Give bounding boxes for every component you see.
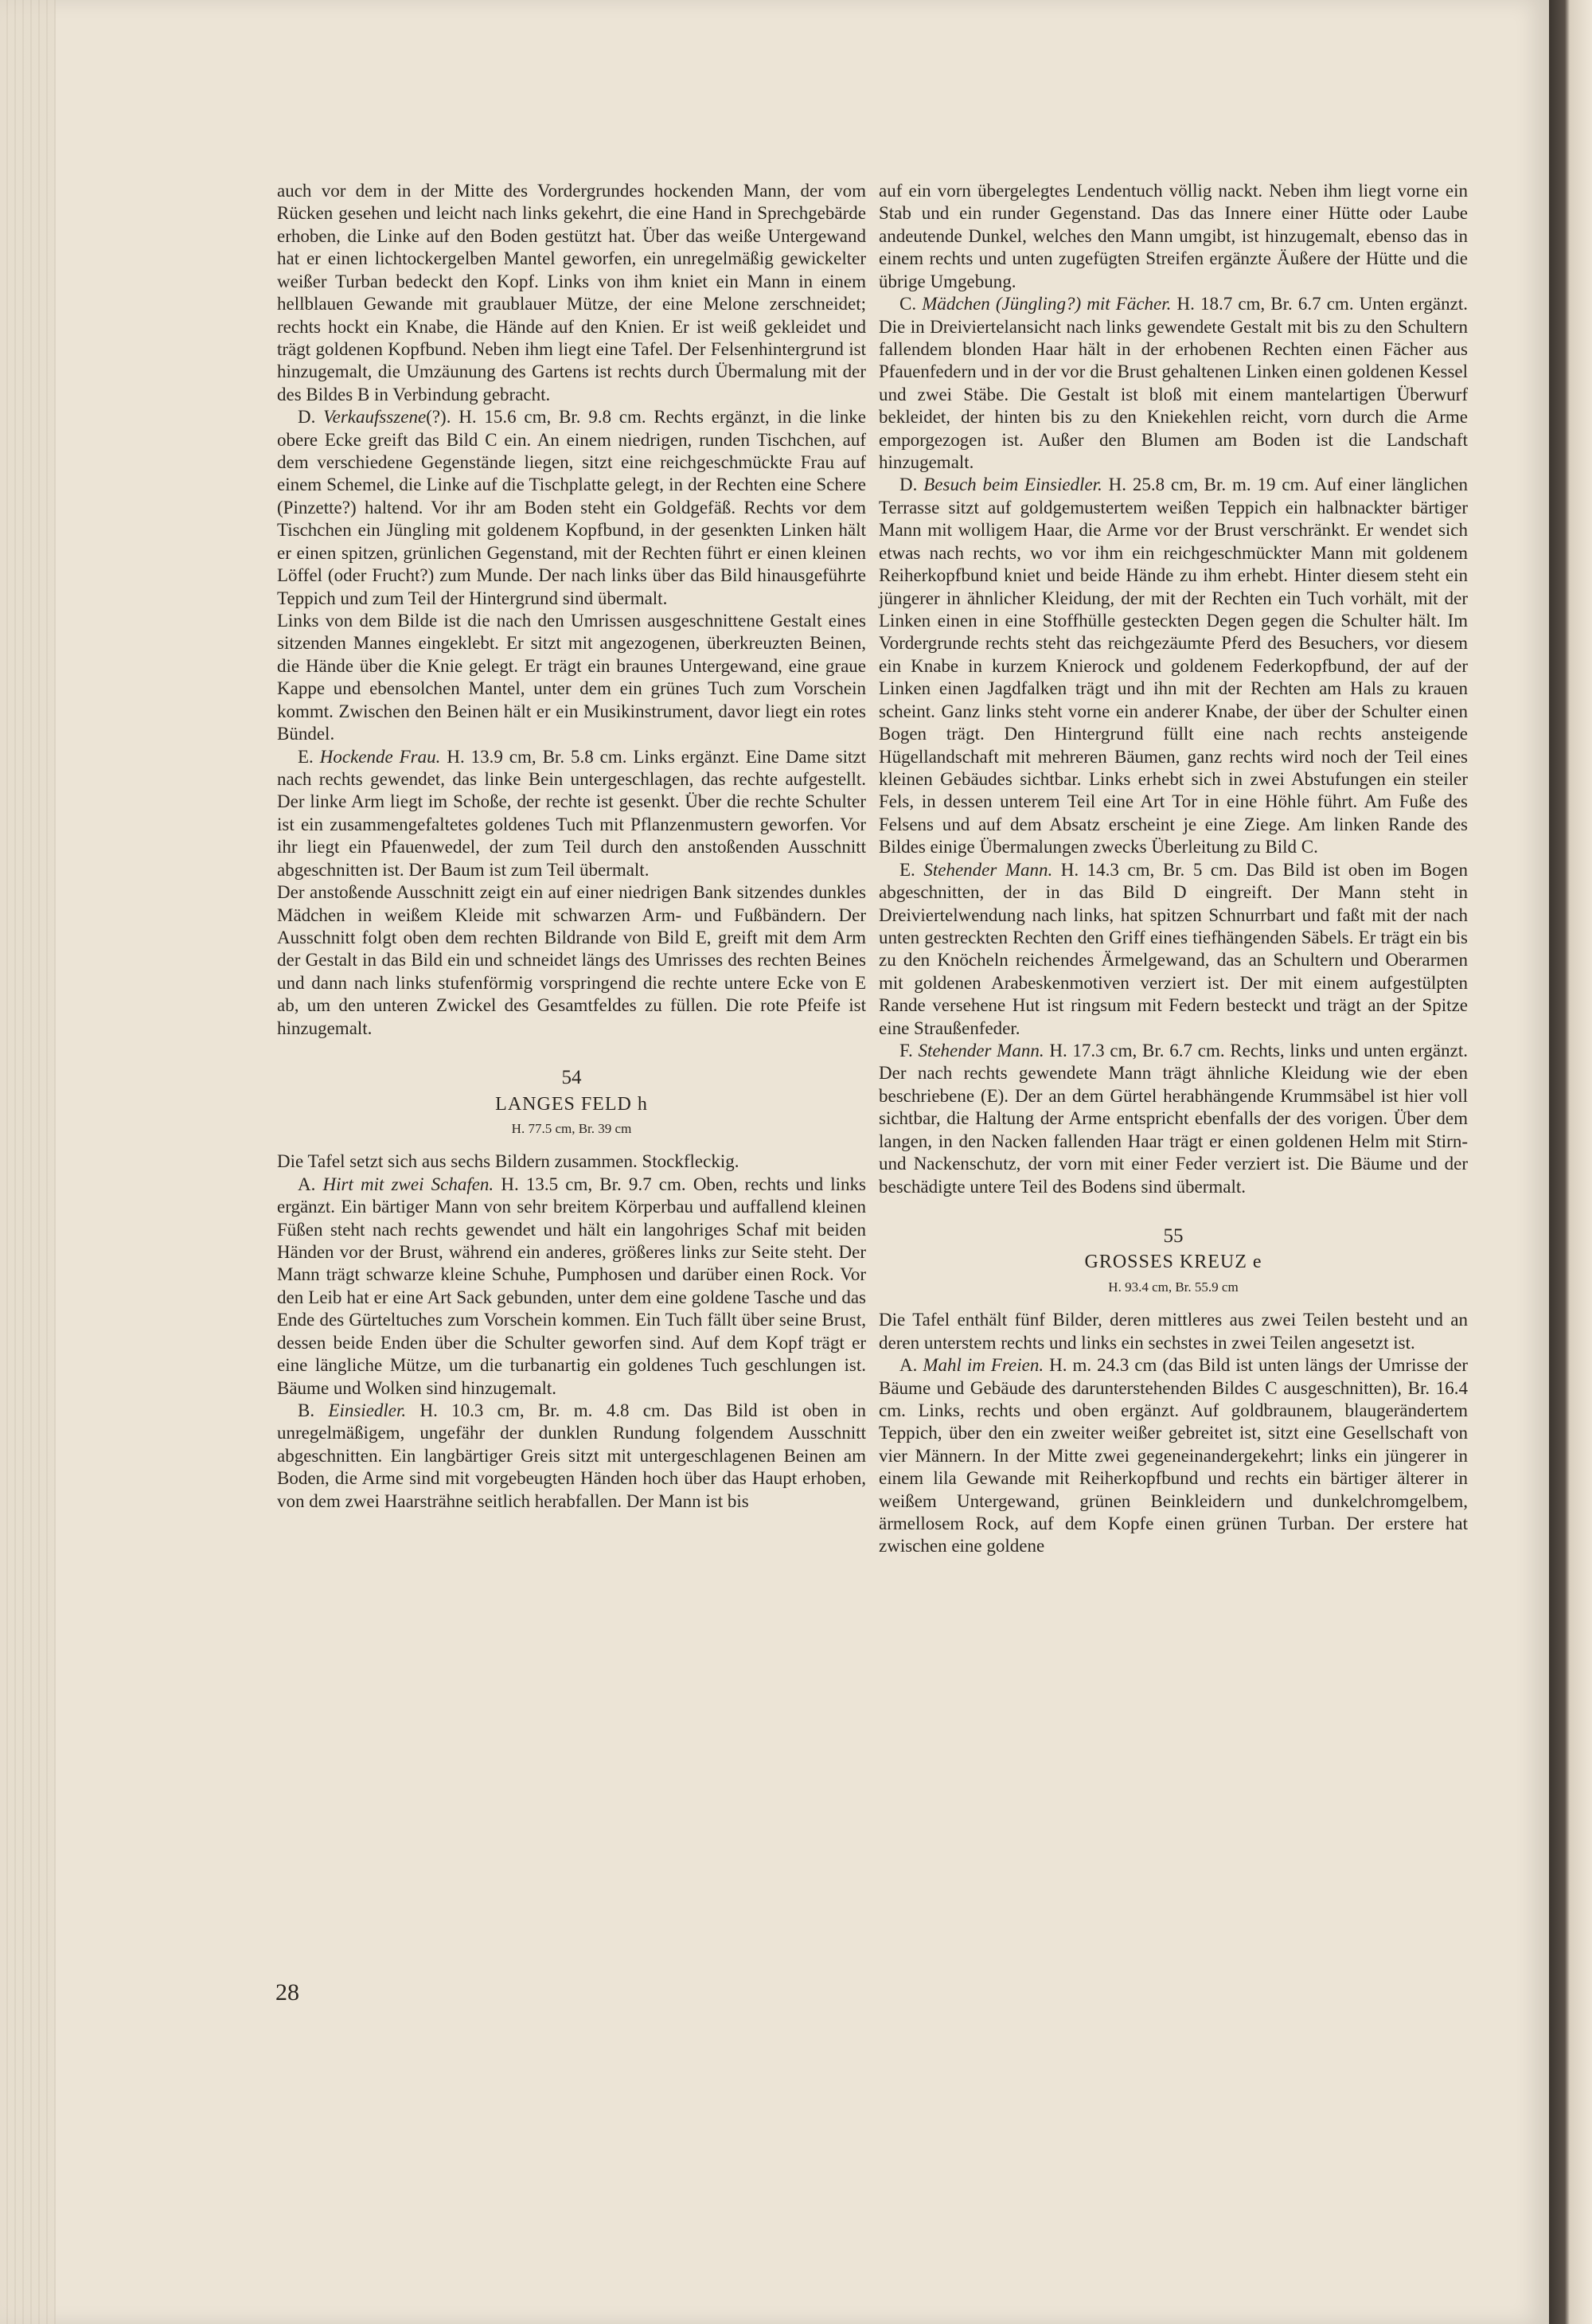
paragraph-entry-d: D. Besuch beim Einsiedler. H. 25.8 cm, Br. m. 19 cm. Auf einer länglichen Terrasse sitzt auf goldgemustertem weißen Teppich ein halbnackter bärtiger Mann mit wolligem Haar, die Arme vor der Brust verschränkt. Er wendet sich etwas nach rechts, wo vor ihm ein reichgeschmückter Mann mit goldenem Reiherkopfbund kniet und beide Hände zu ihm erhebt. Hinter diesem steht ein jüngerer in ähnlicher Kleidung, der mit der Rechten ein Tuch vorhält, mit der Linken einen in eine Stoffhülle gesteckten Degen gegen die Schulter hält. Im Vordergrunde rechts steht das reichgezäumte Pferd des Besuchers, vor diesem ein Knabe in kurzem Knierock und goldenem Federkopfbund, der auf der Linken einen Jagdfalken trägt und ihn mit der Rechten am Hals zu krauen scheint. Ganz links steht vorne ein anderer Knabe, der über der Schulter einen Bogen trägt. Den Hintergrund füllt eine nach rechts ansteigende Hügellandschaft mit mehreren Bäumen, ganz rechts wird noch der Teil eines kleinen Gebäudes sichtbar. Links erhebt sich in zwei Abstufungen ein steiler Fels, in dessen unterem Teil eine Art Tor in eine Höhle führt. Am Fuße des Felsens und auf dem Absatz erscheint je eine Ziege. Am linken Rande des Bildes einige Übermalungen zwecks Überleitung zu Bild C. — [879, 475, 1469, 857]
page-number: 28 — [275, 1979, 299, 2006]
paragraph-entry-e: E. Hockende Frau. H. 13.9 cm, Br. 5.8 cm. Links ergänzt. Eine Dame sitzt nach rechts gewendet, das linke Bein untergeschlagen, das rechte aufgestellt. Der linke Arm liegt im Schoße, der rechte ist gesenkt. Über die rechte Schulter ist ein zusammengefaltetes goldenes Tuch mit Pflanzenmustern geworfen. Vor ihr liegt ein Pfauenwedel, der zum Teil durch den anstoßenden Ausschnitt abgeschnitten ist. Der Baum ist zum Teil übermalt. — [277, 746, 866, 880]
paragraph-entry-a: A. Hirt mit zwei Schafen. H. 13.5 cm, Br. 9.7 cm. Oben, rechts und links ergänzt. Ein bärtiger Mann von sehr breitem Körperbau und auffallend kleinen Füßen steht nach rechts gewendet und hält ein langohriges Schaf mit beiden Händen vor der Brust, während ein anderes, größeres links zur Seite steht. Der Mann trägt schwarze kleine Schuhe, Pumphosen und darüber einen Rock. Vor den Leib hat er eine Art Sack gebunden, unter dem eine goldene Tasche und das Ende des Gürteltuches zum Vorschein kommen. Ein Tuch fällt über seine Brust, dessen beide Enden über die Schulter geworfen sind. Auf dem Kopf trägt er eine längliche Mütze, um die turbanartig ein goldenes Tuch geschlungen ist. Bäume und Wolken sind hinzugemalt. — [277, 1174, 866, 1398]
entry-title-italic: Verkaufsszene — [323, 407, 427, 428]
entry-dimensions: H. 93.4 cm, Br. 55.9 cm — [1108, 1279, 1239, 1295]
catalog-entry-header-54 — [277, 1065, 866, 1139]
paragraph-entry-e: E. Stehender Mann. H. 14.3 cm, Br. 5 cm. Das Bild ist oben im Bogen abgeschnitten, der in das Bild D eingreift. Der Mann steht in Dreiviertelwendung nach links, hat spitzen Schnurrbart und faßt mit der nach unten gestreckten Rechten den Griff eines tiefhängenden Säbels. Er trägt ein bis zu den Knöcheln reichendes Ärmelgewand, das an Schultern und Oberarmen mit goldenen Arabeskenmotiven verziert ist. Der mit einem aufgestülpten Rande versehene Hut ist ringsum mit Federn besteckt und trägt an der Spitze eine Straußenfeder. — [879, 859, 1468, 1038]
paragraph-entry-f: F. Stehender Mann. H. 17.3 cm, Br. 6.7 cm. Rechts, links und unten ergänzt. Der nach rechts gewendete Mann trägt ähnliche Kleidung wie der eben beschriebene (E). Der an dem Gürtel herabhängende Krummsäbel ist hier voll sichtbar, die Haltung der Arme entspricht ebenfalls der des vorigen. Über dem langen, in den Nacken fallenden Haar trägt er einen goldenen Helm mit Stirn- und Nackenschutz, der vorn mit einer Feder verziert ist. Die Bäume und der beschädigte untere Teil des Bodens sind übermalt. — [879, 1041, 1468, 1197]
entry-title-italic: Mahl im Freien. — [923, 1355, 1044, 1376]
paragraph-entry-b: B. Einsiedler. H. 10.3 cm, Br. m. 4.8 cm. Das Bild ist oben in unregelmäßigem, ungefähr der dunklen Rundung folgendem Ausschnitt abgeschnitten. Ein langbärtiger Greis sitzt mit untergeschlagenen Beinen am Boden, die Arme sind mit vorgebeugten Händen hoch über das Haupt erhoben, von dem zwei Haarsträhne seitlich herabfallen. Der Mann ist bis — [277, 1400, 866, 1511]
entry-dimensions: H. 77.5 cm, Br. 39 cm — [511, 1121, 632, 1137]
entry-title-italic: Hirt mit zwei Schafen. — [322, 1174, 494, 1194]
paragraph-entry-d: D. Verkaufsszene(?). H. 15.6 cm, Br. 9.8 cm. Rechts ergänzt, in die linke obere Ecke greift das Bild C ein. An einem niedrigen, runden Tischchen, auf dem verschiedene Gegenstände liegen, sitzt eine reichgeschmückte Frau auf einem Schemel, die Linke auf die Tischplatte gelegt, in der Rechten eine Schere (Pinzette?) haltend. Vor ihr am Boden steht ein Goldgefäß. Rechts vor dem Tischchen ein Jüngling mit goldenem Kopfbund, in der gesenkten Linken hält er einen spitzen, grünlichen Gegenstand, mit der Rechten führt er einen kleinen Löffel (oder Frucht?) zum Munde. Der nach links über das Bild hinausgeführte Teppich und zum Teil der Hintergrund sind übermalt. — [277, 407, 866, 608]
entry-title-italic: Hockende Frau. — [319, 746, 441, 767]
entry-title-italic: Stehender Mann. — [923, 859, 1053, 880]
left-column — [277, 180, 866, 1513]
paragraph: Links von dem Bilde ist die nach den Umrissen ausgeschnittene Gestalt eines sitzenden Mannes eingeklebt. Er sitzt mit angezogenen, überkreuzten Beinen, die Hände über die Knie gelegt. Er trägt ein braunes Untergewand, eine graue Kappe und ebensolchen Mantel, unter dem ein grünes Tuch zum Vorschein kommt. Zwischen den Beinen hält er ein Musikinstrument, davor liegt ein rotes Bündel. — [277, 611, 866, 744]
entry-title-italic: Einsiedler. — [328, 1400, 407, 1420]
entry-number: 54 — [561, 1067, 582, 1089]
paragraph: Die Tafel enthält fünf Bilder, deren mittleres aus zwei Teilen besteht und an deren unterstem rechts und links ein sechstes in zwei Teilen angesetzt ist. — [879, 1310, 1468, 1353]
entry-title-italic: Stehender Mann. — [918, 1041, 1044, 1061]
catalog-entry-header-55 — [879, 1224, 1468, 1298]
paragraph: Die Tafel setzt sich aus sechs Bildern zusammen. Stockfleckig. — [277, 1151, 739, 1172]
entry-number: 55 — [1163, 1224, 1184, 1247]
paragraph: Der anstoßende Ausschnitt zeigt ein auf einer niedrigen Bank sitzendes dunkles Mädchen in weißem Kleide mit schwarzen Arm- und Fußbändern. Der Ausschnitt folgt oben dem rechten Bildrande von Bild E, greift mit dem Arm der Gestalt in das Bild ein und schneidet längs des Umrisses des rechten Beines und dann nach links stufenförmig vorspringend die rechte untere Ecke von E ab, um den unteren Zwickel des Gesamtfeldes zu füllen. Die rote Pfeife ist hinzugemalt. — [277, 882, 866, 1038]
entry-heading: LANGES FELD h — [495, 1093, 648, 1115]
entry-heading: GROSSES KREUZ e — [1084, 1252, 1262, 1273]
paragraph-entry-c: C. Mädchen (Jüngling?) mit Fächer. H. 18.7 cm, Br. 6.7 cm. Unten ergänzt. Die in Dreiviertelansicht nach links gewendete Gestalt mit bis zu den Schultern fallendem blonden Haar hält in der erhobenen Rechten einen Fächer aus Pfauenfedern und in der vor die Brust gehaltenen Linken einen goldenen Kessel und zwei Stäbe. Die Gestalt ist bloß mit einem mantelartigen Überwurf bekleidet, der hinten bis zu den Kniekehlen reicht, vorn durch die Arme emporgezogen ist. Außer den Blumen am Boden ist die Landschaft hinzugemalt. — [879, 294, 1468, 473]
right-column — [879, 180, 1468, 1558]
page-stack-edge — [0, 0, 56, 2324]
entry-title-italic: Mädchen (Jüngling?) mit Fächer. — [922, 294, 1172, 314]
entry-title-italic: Besuch beim Einsiedler. — [923, 475, 1102, 495]
paragraph-entry-a: A. Mahl im Freien. H. m. 24.3 cm (das Bild ist unten längs der Umrisse der Bäume und Gebäude des darunterstehenden Bildes C ausgeschnitten), Br. 16.4 cm. Links, rechts und oben ergänzt. Auf goldbraunem, blaugerändertem Teppich, über den ein zweiter weißer gebreitet ist, sitzt eine Gesellschaft von vier Männern. In der Mitte zwei gegeneinandergekehrt; links ein jüngerer in einem lila Gewande mit Reiherkopfbund und rechts ein bärtiger älterer in weißem Untergewand, grünen Beinkleidern und dunkelchromgelbem, ärmellosem Rock, auf dem Kopfe einen grünen Turban. Der erstere hat zwischen eine goldene — [879, 1355, 1469, 1556]
paragraph: auch vor dem in der Mitte des Vordergrundes hockenden Mann, der vom Rücken gesehen und leicht nach links gekehrt, die eine Hand in Sprechgebärde erhoben, die Linke auf den Boden gestützt hat. Über das weiße Untergewand hat er einen lichtockergelben Mantel geworfen, ein unregelmäßig gewickelter weißer Turban bedeckt den Kopf. Links von ihm kniet ein Mann in einem hellblauen Gewande mit graublauer Mütze, der eine Melone zerschneidet; rechts hockt ein Knabe, die Hände auf den Knien. Er ist weiß gekleidet und trägt goldenen Kopfbund. Neben ihm liegt eine Tafel. Der Felsenhintergrund ist hinzugemalt, die Umzäunung des Gartens ist rechts durch Übermalung mit der des Bildes B in Verbindung gebracht. — [277, 181, 866, 404]
paragraph: auf ein vorn übergelegtes Lendentuch völlig nackt. Neben ihm liegt vorne ein Stab und ein runder Gegenstand. Das das Innere einer Hütte oder Laube andeutende Dunkel, welches den Mann umgibt, ist hinzugemalt, ebenso das in einem rechts und unten zugefügten Streifen ergänzte Äußere der Hütte und die übrige Umgebung. — [879, 181, 1468, 291]
next-page-edge — [1549, 0, 1592, 2324]
